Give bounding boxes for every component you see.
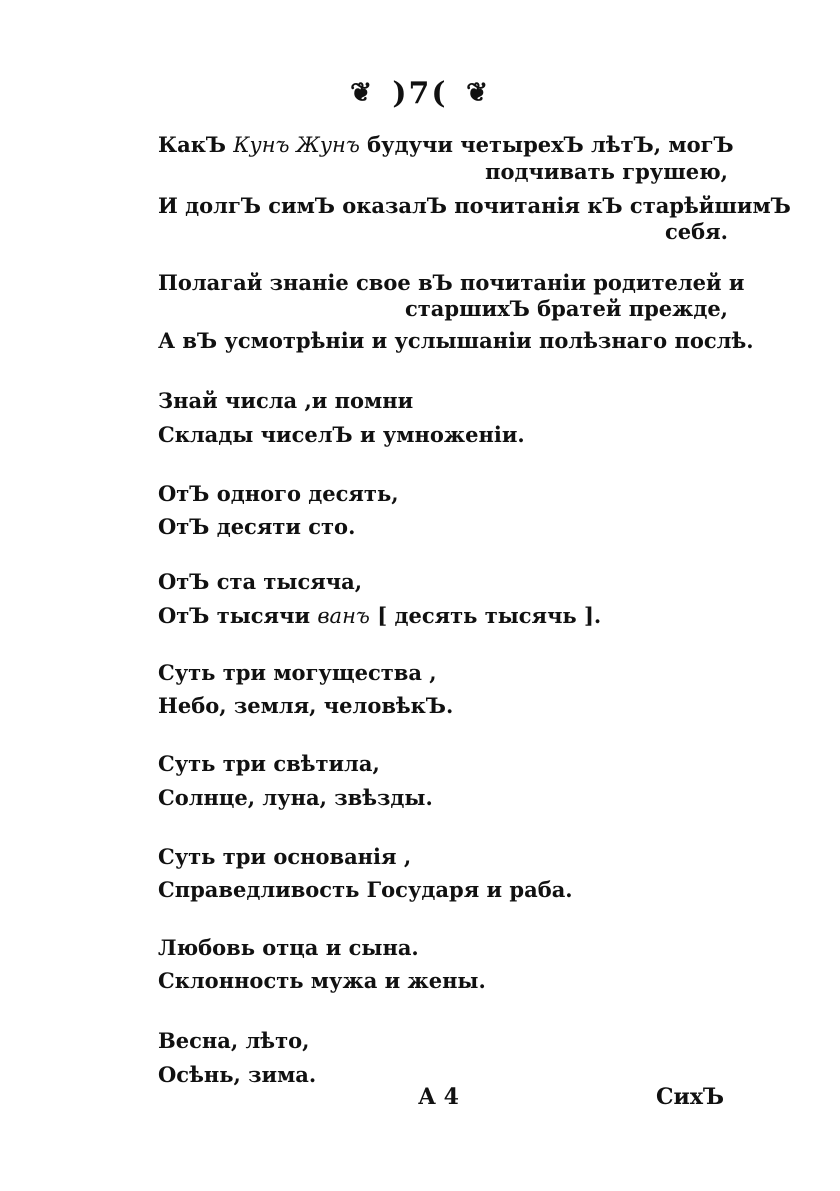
line-segment: будучи четырехЪ лѣтЪ, могЪ (359, 132, 734, 157)
text-line: ОтЪ ста тысяча, (158, 569, 363, 594)
text-line: Весна, лѣто, (158, 1028, 310, 1053)
text-line: ОтЪ одного десять, (158, 481, 399, 506)
text-line: А вЪ усмотрѣніи и услышаніи полѣзнаго послѣ. (158, 328, 754, 353)
text-line: Солнце, луна, звѣзды. (158, 785, 433, 810)
text-line (158, 132, 734, 158)
text-line: Осѣнь, зима. (158, 1062, 317, 1087)
line-italic-segment: Кунъ Жунъ (233, 133, 360, 157)
text-line: себя. (665, 219, 728, 244)
text-line: Суть три могущества , (158, 660, 437, 685)
text-line: ОтЪ десяти сто. (158, 514, 356, 539)
catchword: СихЪ (656, 1084, 724, 1110)
ornament-left-icon: ❦ (350, 78, 374, 108)
text-line: старшихЪ братей прежде, (405, 296, 728, 321)
page-number: )7( (392, 75, 448, 111)
line-segment: [ десять тысячь ]. (369, 603, 602, 628)
text-line: Полагай знаніе свое вЪ почитаніи родителей и (158, 270, 745, 295)
text-line: Небо, земля, человѣкЪ. (158, 693, 454, 718)
text-line: И долгЪ симЪ оказалЪ почитанія кЪ старѣйшимЪ (158, 193, 791, 218)
text-line: Справедливость Государя и раба. (158, 877, 573, 902)
ornament-right-icon: ❦ (466, 78, 490, 108)
text-line (158, 603, 601, 629)
text-line: подчивать грушею, (485, 159, 728, 184)
line-italic-segment: ванъ (317, 604, 370, 628)
text-line: Любовь отца и сына. (158, 935, 419, 960)
text-line: Склонность мужа и жены. (158, 968, 486, 993)
line-segment: ОтЪ тысячи (158, 603, 318, 628)
text-line: Суть три свѣтила, (158, 751, 380, 776)
text-line: Склады чиселЪ и умноженіи. (158, 422, 525, 447)
page-header (0, 74, 840, 111)
signature-mark: А 4 (418, 1084, 459, 1110)
text-line: Суть три основанія , (158, 844, 412, 869)
line-segment: КакЪ (158, 132, 234, 157)
text-line: Знай числа ,и помни (158, 388, 414, 413)
